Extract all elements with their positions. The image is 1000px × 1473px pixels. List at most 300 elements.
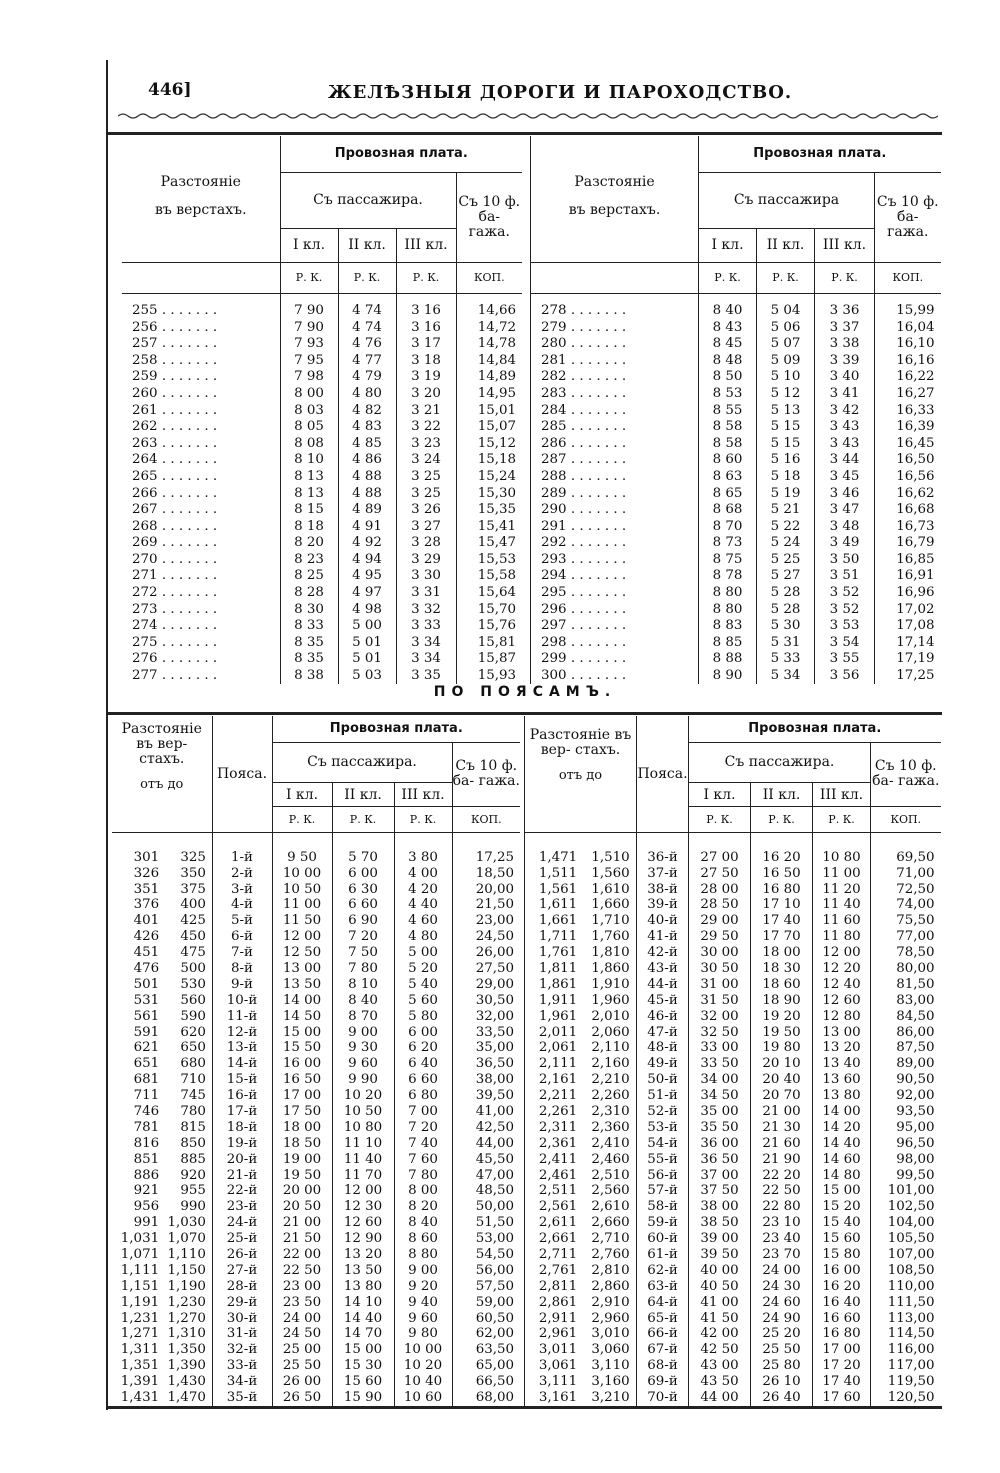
baggage-fare-cell: 15,99: [875, 303, 941, 320]
distance-range-cell: [525, 992, 637, 1008]
class2-fare-cell: 10 50: [332, 1104, 394, 1120]
distance-cell: 259 . . . . . . .: [132, 369, 218, 385]
class3-fare-cell: 3 39: [815, 352, 875, 369]
baggage-fare-cell: 113,00: [871, 1310, 941, 1326]
distance-range-cell: [112, 1215, 212, 1231]
class2-fare-cell: 6 60: [332, 897, 394, 913]
table-row: [122, 319, 522, 336]
zones-left-rows: [112, 849, 520, 1406]
distance-from: 1,311: [120, 1342, 160, 1358]
baggage-fare-cell: 117,00: [871, 1358, 941, 1374]
distance-cell: 263 . . . . . . .: [132, 435, 218, 451]
distance-to: 2,560: [591, 1183, 630, 1199]
class2-fare-cell: 18 00: [751, 945, 813, 961]
table-row: [525, 1390, 941, 1406]
class2-fare-cell: 17 10: [751, 897, 813, 913]
distance-from: 1,911: [538, 992, 578, 1008]
zone-cell: 41-й: [637, 929, 689, 945]
table-row: [531, 535, 941, 552]
class3-fare-cell: 4 60: [394, 913, 452, 929]
distance-from: 1,111: [120, 1262, 160, 1278]
rk-header: Р. К.: [396, 262, 456, 294]
distance-to: 710: [180, 1072, 206, 1088]
table-row: [122, 551, 522, 568]
class3-fare-cell: 4 00: [394, 865, 452, 881]
top-right-table: [530, 136, 941, 684]
class1-fare-cell: 20 00: [272, 1183, 332, 1199]
distance-range-cell: [112, 1310, 212, 1326]
class1-fare-cell: 8 48: [699, 352, 757, 369]
distance-cell: 276 . . . . . . .: [132, 651, 218, 667]
baggage-fare-cell: 74,00: [871, 897, 941, 913]
zone-cell: 52-й: [637, 1104, 689, 1120]
distance-to: 745: [180, 1088, 206, 1104]
class3-fare-cell: 3 48: [815, 518, 875, 535]
zone-cell: 45-й: [637, 992, 689, 1008]
zone-cell: 51-й: [637, 1088, 689, 1104]
zone-cell: 20-й: [212, 1151, 272, 1167]
distance-range-cell: [112, 1056, 212, 1072]
class2-fare-cell: 25 80: [751, 1358, 813, 1374]
table-row: [112, 1263, 520, 1279]
passenger-header: Съ пассажира: [699, 172, 875, 228]
rk-header: Р. К.: [815, 262, 875, 294]
zone-cell: 14-й: [212, 1056, 272, 1072]
class3-fare-cell: 3 23: [396, 435, 456, 452]
running-header: [108, 76, 942, 106]
class2-fare-cell: 6 00: [332, 865, 394, 881]
distance-to: 1,270: [167, 1310, 206, 1326]
zone-cell: 3-й: [212, 881, 272, 897]
baggage-fare-cell: 18,50: [452, 865, 520, 881]
class2-fare-cell: 14 40: [332, 1310, 394, 1326]
distance-to: 1,390: [167, 1358, 206, 1374]
class2-fare-cell: 5 16: [757, 452, 815, 469]
class2-fare-cell: 4 85: [338, 435, 396, 452]
class3-fare-cell: 10 60: [394, 1390, 452, 1406]
class3-fare-cell: 8 60: [394, 1231, 452, 1247]
distance-range-cell: [525, 1326, 637, 1342]
baggage-fare-cell: 16,04: [875, 319, 941, 336]
table-row: [525, 1199, 941, 1215]
baggage-fare-cell: 14,78: [456, 336, 522, 353]
class2-fare-cell: 5 30: [757, 618, 815, 635]
distance-from: 2,761: [538, 1262, 578, 1278]
class1-fare-cell: 8 13: [280, 468, 338, 485]
class3-fare-cell: 7 40: [394, 1135, 452, 1151]
distance-range-cell: [112, 1263, 212, 1279]
distance-range-cell: [112, 865, 212, 881]
class1-fare-cell: 8 08: [280, 435, 338, 452]
distance-to: 3,110: [591, 1358, 630, 1374]
baggage-fare-cell: 99,50: [871, 1167, 941, 1183]
baggage-fare-cell: 86,00: [871, 1024, 941, 1040]
rk-header: Р. К.: [332, 807, 394, 833]
distance-from: 2,061: [538, 1040, 578, 1056]
class1-fare-cell: 16 50: [272, 1072, 332, 1088]
distance-cell: 292 . . . . . . .: [531, 535, 699, 552]
class2-fare-cell: 5 06: [757, 319, 815, 336]
class2-fare-cell: 4 88: [338, 468, 396, 485]
distance-from: 1,271: [120, 1326, 160, 1342]
distance-range-cell: [112, 1294, 212, 1310]
class1-fare-cell: 40 00: [689, 1263, 751, 1279]
class3-fare-cell: 12 20: [813, 961, 871, 977]
baggage-header: Съ 10 ф. ба- гажа.: [875, 172, 941, 262]
zone-cell: 39-й: [637, 897, 689, 913]
rk-header: Р. К.: [394, 807, 452, 833]
class3-fare-cell: 3 34: [396, 634, 456, 651]
distance-to: 530: [180, 976, 206, 992]
distance-cell: 286 . . . . . . .: [531, 435, 699, 452]
baggage-fare-cell: 15,70: [456, 601, 522, 618]
zone-cell: 62-й: [637, 1263, 689, 1279]
class1-header: I кл.: [280, 228, 338, 262]
table-row: [531, 651, 941, 668]
class3-fare-cell: 12 60: [813, 992, 871, 1008]
table-row: [112, 1167, 520, 1183]
distance-to: 955: [180, 1183, 206, 1199]
class2-fare-cell: 5 01: [338, 634, 396, 651]
baggage-header: Съ 10 ф. ба- гажа.: [452, 742, 520, 806]
class1-fare-cell: 7 95: [280, 352, 338, 369]
baggage-fare-cell: 35,00: [452, 1040, 520, 1056]
distance-cell: 260 . . . . . . .: [132, 386, 218, 402]
table-row: [525, 897, 941, 913]
table-row: [112, 1390, 520, 1406]
class1-fare-cell: 44 00: [689, 1390, 751, 1406]
distance-from: 1,231: [120, 1310, 160, 1326]
class1-fare-cell: 35 00: [689, 1104, 751, 1120]
distance-range-cell: [525, 1120, 637, 1136]
rk-header: Р. К.: [338, 262, 396, 294]
class3-fare-cell: 3 16: [396, 319, 456, 336]
baggage-fare-cell: 108,50: [871, 1263, 941, 1279]
distance-to: 2,660: [591, 1215, 630, 1231]
class3-fare-cell: 3 54: [815, 634, 875, 651]
distance-range-cell: [112, 1135, 212, 1151]
class1-fare-cell: 16 00: [272, 1056, 332, 1072]
distance-cell: 285 . . . . . . .: [531, 419, 699, 436]
distance-header: Разстояніе въ верстахъ.: [531, 136, 699, 228]
class3-fare-cell: 3 55: [815, 651, 875, 668]
distance-cell: 287 . . . . . . .: [531, 452, 699, 469]
class3-fare-cell: 16 20: [813, 1279, 871, 1295]
table-row: [525, 1167, 941, 1183]
table-row: [112, 913, 520, 929]
distance-to: 475: [180, 945, 206, 961]
class2-fare-cell: 19 50: [751, 1024, 813, 1040]
table-row: [112, 1294, 520, 1310]
table-row: [112, 1008, 520, 1024]
class3-fare-cell: 9 40: [394, 1294, 452, 1310]
class2-fare-cell: 15 60: [332, 1374, 394, 1390]
class3-fare-cell: 3 46: [815, 485, 875, 502]
class2-fare-cell: 26 10: [751, 1374, 813, 1390]
class2-fare-cell: 12 90: [332, 1231, 394, 1247]
class3-fare-cell: 13 40: [813, 1056, 871, 1072]
class3-fare-cell: 3 25: [396, 468, 456, 485]
class1-fare-cell: 17 00: [272, 1088, 332, 1104]
distance-from: 2,911: [538, 1310, 578, 1326]
class2-fare-cell: 16 50: [751, 865, 813, 881]
class1-fare-cell: 8 53: [699, 385, 757, 402]
zone-cell: 43-й: [637, 961, 689, 977]
table-row: [531, 319, 941, 336]
table-row: [122, 452, 522, 469]
baggage-fare-cell: 17,19: [875, 651, 941, 668]
class3-fare-cell: 17 40: [813, 1374, 871, 1390]
page-number: 446]: [148, 80, 192, 100]
distance-from: 376: [133, 897, 160, 913]
class1-fare-cell: 8 45: [699, 336, 757, 353]
distance-to: 2,460: [591, 1151, 630, 1167]
distance-from: 2,161: [538, 1072, 578, 1088]
distance-cell: 283 . . . . . . .: [531, 385, 699, 402]
distance-from: 681: [133, 1072, 160, 1088]
class1-fare-cell: 13 00: [272, 961, 332, 977]
class2-fare-cell: 5 34: [757, 667, 815, 684]
class3-fare-cell: 16 40: [813, 1294, 871, 1310]
distance-from: 476: [133, 960, 160, 976]
class1-fare-cell: 28 50: [689, 897, 751, 913]
table-row: [525, 1231, 941, 1247]
distance-from: 1,611: [538, 897, 578, 913]
class1-fare-cell: 8 18: [280, 518, 338, 535]
baggage-fare-cell: 15,81: [456, 634, 522, 651]
table-row: [112, 1183, 520, 1199]
distance-to: 500: [180, 960, 206, 976]
table-row: [525, 1374, 941, 1390]
distance-range-cell: [525, 1358, 637, 1374]
distance-to: 2,710: [591, 1231, 630, 1247]
distance-range-cell: [112, 1167, 212, 1183]
zone-cell: 16-й: [212, 1088, 272, 1104]
table-row: [112, 1215, 520, 1231]
class1-fare-cell: 8 35: [280, 651, 338, 668]
class2-fare-cell: 19 80: [751, 1040, 813, 1056]
zone-cell: 36-й: [637, 849, 689, 865]
table-row: [525, 945, 941, 961]
class3-fare-cell: 12 40: [813, 977, 871, 993]
distance-range-cell: [525, 897, 637, 913]
distance-from: 1,191: [120, 1294, 160, 1310]
class1-fare-cell: 34 50: [689, 1088, 751, 1104]
class3-fare-cell: 8 00: [394, 1183, 452, 1199]
table-row: [525, 1263, 941, 1279]
class1-fare-cell: 8 10: [280, 452, 338, 469]
zone-cell: 13-й: [212, 1040, 272, 1056]
zone-cell: 48-й: [637, 1040, 689, 1056]
class1-fare-cell: 14 50: [272, 1008, 332, 1024]
class1-fare-cell: 39 50: [689, 1247, 751, 1263]
class1-fare-cell: 19 50: [272, 1167, 332, 1183]
zone-cell: 70-й: [637, 1390, 689, 1406]
distance-range-cell: [525, 1072, 637, 1088]
distance-to: 425: [180, 913, 206, 929]
class1-fare-cell: 8 15: [280, 501, 338, 518]
class1-fare-cell: 8 78: [699, 568, 757, 585]
distance-to: 3,160: [591, 1374, 630, 1390]
table-row: [122, 618, 522, 635]
table-row: [122, 584, 522, 601]
distance-from: 1,151: [120, 1278, 160, 1294]
distance-cell: 267 . . . . . . .: [132, 502, 218, 518]
baggage-fare-cell: 75,50: [871, 913, 941, 929]
table-row: [122, 419, 522, 436]
class2-fare-cell: 20 40: [751, 1072, 813, 1088]
zone-cell: 57-й: [637, 1183, 689, 1199]
distance-from: 746: [133, 1103, 160, 1119]
class2-fare-cell: 12 30: [332, 1199, 394, 1215]
class2-fare-cell: 5 19: [757, 485, 815, 502]
baggage-fare-cell: 16,27: [875, 385, 941, 402]
distance-range-cell: [525, 1390, 637, 1406]
table-row: [531, 618, 941, 635]
class3-fare-cell: 11 60: [813, 913, 871, 929]
distance-range-cell: [525, 1183, 637, 1199]
distance-from: 1,471: [538, 849, 578, 865]
distance-to: 780: [180, 1103, 206, 1119]
table-row: [531, 352, 941, 369]
class2-fare-cell: 4 98: [338, 601, 396, 618]
class1-fare-cell: 34 00: [689, 1072, 751, 1088]
class2-fare-cell: 4 86: [338, 452, 396, 469]
class1-fare-cell: 8 25: [280, 568, 338, 585]
class3-fare-cell: 10 80: [813, 849, 871, 865]
table-row: [525, 1008, 941, 1024]
class1-fare-cell: 10 00: [272, 865, 332, 881]
table-row: [122, 336, 522, 353]
class2-fare-cell: 18 90: [751, 992, 813, 1008]
class2-fare-cell: 25 20: [751, 1326, 813, 1342]
baggage-fare-cell: 14,95: [456, 385, 522, 402]
baggage-fare-cell: 21,50: [452, 897, 520, 913]
class1-fare-cell: 29 50: [689, 929, 751, 945]
class2-fare-cell: 4 74: [338, 303, 396, 320]
class2-fare-cell: 5 33: [757, 651, 815, 668]
class2-fare-cell: 4 82: [338, 402, 396, 419]
distance-from: 2,361: [538, 1135, 578, 1151]
class2-fare-cell: 5 04: [757, 303, 815, 320]
class2-fare-cell: 8 70: [332, 1008, 394, 1024]
zone-cell: 4-й: [212, 897, 272, 913]
table-row: [531, 601, 941, 618]
baggage-fare-cell: 90,50: [871, 1072, 941, 1088]
kop-header: КОП.: [456, 262, 522, 294]
page-title: ЖЕЛѢЗНЫЯ ДОРОГИ И ПАРОХОДСТВО.: [328, 82, 793, 103]
class2-fare-cell: 4 77: [338, 352, 396, 369]
baggage-fare-cell: 15,30: [456, 485, 522, 502]
class2-fare-cell: 11 40: [332, 1151, 394, 1167]
rk-header: Р. К.: [751, 807, 813, 833]
baggage-fare-cell: 30,50: [452, 992, 520, 1008]
class1-fare-cell: 18 00: [272, 1120, 332, 1136]
class3-fare-cell: 3 43: [815, 435, 875, 452]
baggage-fare-cell: 15,01: [456, 402, 522, 419]
table-row: [112, 1279, 520, 1295]
class3-fare-cell: 14 20: [813, 1120, 871, 1136]
class1-fare-cell: 22 50: [272, 1263, 332, 1279]
table-row: [112, 961, 520, 977]
class2-fare-cell: 23 70: [751, 1247, 813, 1263]
distance-range-cell: [525, 1167, 637, 1183]
distance-to: 1,350: [167, 1342, 206, 1358]
table-row: [122, 385, 522, 402]
table-row: [525, 1151, 941, 1167]
distance-range-cell: [112, 897, 212, 913]
baggage-fare-cell: 50,00: [452, 1199, 520, 1215]
class3-fare-cell: 13 80: [813, 1088, 871, 1104]
zone-cell: 9-й: [212, 977, 272, 993]
class1-fare-cell: 35 50: [689, 1120, 751, 1136]
table-row: [112, 881, 520, 897]
class3-fare-cell: 9 20: [394, 1279, 452, 1295]
distance-range-cell: [525, 929, 637, 945]
distance-from: 2,561: [538, 1199, 578, 1215]
class2-fare-cell: 18 60: [751, 977, 813, 993]
zone-cell: 46-й: [637, 1008, 689, 1024]
distance-cell: 273 . . . . . . .: [132, 601, 218, 617]
class3-fare-cell: 16 00: [813, 1263, 871, 1279]
zone-cell: 64-й: [637, 1294, 689, 1310]
baggage-fare-cell: 120,50: [871, 1390, 941, 1406]
class3-fare-cell: 5 60: [394, 992, 452, 1008]
zone-cell: 54-й: [637, 1135, 689, 1151]
zone-cell: 32-й: [212, 1342, 272, 1358]
distance-to: 2,960: [591, 1310, 630, 1326]
distance-range-cell: [112, 1040, 212, 1056]
distance-cell: 274 . . . . . . .: [132, 618, 218, 634]
zone-cell: 5-й: [212, 913, 272, 929]
baggage-fare-cell: 98,00: [871, 1151, 941, 1167]
class1-fare-cell: 38 00: [689, 1199, 751, 1215]
distance-cell: 257 . . . . . . .: [132, 336, 218, 352]
distance-range-cell: [525, 1040, 637, 1056]
class2-fare-cell: 13 50: [332, 1263, 394, 1279]
table-row: [525, 1056, 941, 1072]
distance-range-cell: [112, 1183, 212, 1199]
class1-fare-cell: 40 50: [689, 1279, 751, 1295]
table-row: [525, 881, 941, 897]
baggage-fare-cell: 14,84: [456, 352, 522, 369]
class1-fare-cell: 8 65: [699, 485, 757, 502]
distance-range-cell: [525, 1215, 637, 1231]
distance-range-cell: [525, 881, 637, 897]
zone-cell: 58-й: [637, 1199, 689, 1215]
distance-cell: 258 . . . . . . .: [132, 352, 218, 368]
distance-header: Разстояніе въ верстахъ.: [154, 174, 247, 218]
baggage-fare-cell: 87,50: [871, 1040, 941, 1056]
distance-to: 1,860: [591, 960, 630, 976]
class2-fare-cell: 5 28: [757, 601, 815, 618]
table-row: [525, 929, 941, 945]
baggage-fare-cell: 15,76: [456, 618, 522, 635]
baggage-fare-cell: 39,50: [452, 1088, 520, 1104]
table-row: [525, 1310, 941, 1326]
baggage-fare-cell: 16,45: [875, 435, 941, 452]
rk-header: Р. К.: [689, 807, 751, 833]
distance-range-cell: [112, 1279, 212, 1295]
class1-fare-cell: 8 40: [699, 303, 757, 320]
class2-fare-cell: 4 74: [338, 319, 396, 336]
class2-fare-cell: 15 90: [332, 1390, 394, 1406]
class2-fare-cell: 8 40: [332, 992, 394, 1008]
distance-range-cell: [112, 1342, 212, 1358]
class2-fare-cell: 9 90: [332, 1072, 394, 1088]
baggage-fare-cell: 62,00: [452, 1326, 520, 1342]
baggage-fare-cell: 63,50: [452, 1342, 520, 1358]
